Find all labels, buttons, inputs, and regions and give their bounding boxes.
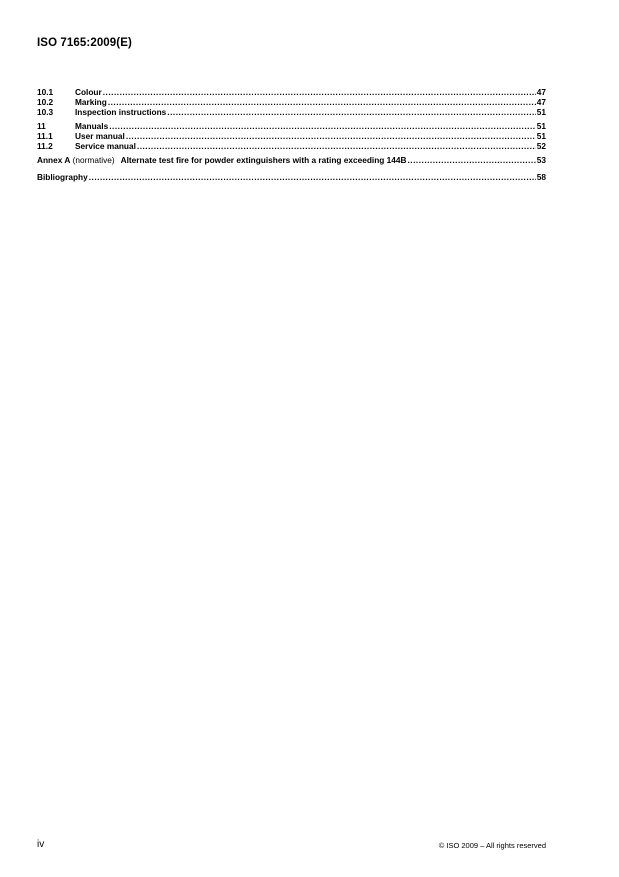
toc-entry[interactable] <box>37 131 546 141</box>
annex-heading <box>37 154 115 166</box>
toc-entry[interactable] <box>37 97 546 107</box>
toc-bibliography-entry[interactable] <box>37 171 546 183</box>
toc-entry-page: 47 <box>536 97 546 107</box>
toc-entry-title: Inspection instructions <box>75 107 167 117</box>
toc-dot-leader <box>126 131 536 141</box>
toc-dot-leader <box>89 171 536 183</box>
bibliography-page: 58 <box>536 172 546 182</box>
toc-dot-leader <box>167 107 535 117</box>
toc-entry-number: 10.1 <box>37 87 54 97</box>
toc-entry-page: 47 <box>536 87 546 97</box>
page-number: iv <box>37 839 45 850</box>
bibliography-title: Bibliography <box>37 172 88 182</box>
toc-entry-number: 11 <box>37 121 46 131</box>
toc-entry[interactable] <box>37 141 546 151</box>
toc-dot-leader <box>103 87 536 97</box>
toc-entry-number: 10.3 <box>37 107 54 117</box>
table-of-contents <box>37 87 546 183</box>
toc-entry-number: 10.2 <box>37 97 54 107</box>
toc-dot-leader <box>407 154 535 166</box>
annex-page: 53 <box>536 155 546 165</box>
toc-entry-page: 52 <box>536 141 546 151</box>
toc-dot-leader <box>108 97 536 107</box>
toc-entry[interactable] <box>37 87 546 97</box>
annex-qualifier: (normative) <box>70 155 115 165</box>
toc-entry-page: 51 <box>536 131 546 141</box>
toc-dot-leader <box>137 141 536 151</box>
toc-entry-number: 11.1 <box>37 131 53 141</box>
toc-entry-title: User manual <box>75 131 125 141</box>
toc-entry-page: 51 <box>536 121 546 131</box>
toc-entry-title: Colour <box>75 87 102 97</box>
toc-entry-title: Marking <box>75 97 107 107</box>
annex-title: Alternate test fire for powder extinguishers with a rating exceeding 144B <box>120 155 407 165</box>
toc-entry[interactable] <box>37 121 546 131</box>
toc-entry-page: 51 <box>536 107 546 117</box>
copyright-notice: © ISO 2009 – All rights reserved <box>438 841 546 850</box>
annex-label: Annex A <box>37 155 71 165</box>
document-header: ISO 7165:2009(E) <box>37 37 132 49</box>
toc-entry[interactable] <box>37 107 546 117</box>
toc-entry-title: Service manual <box>75 141 136 151</box>
toc-entry-title: Manuals <box>75 121 109 131</box>
toc-dot-leader <box>109 121 536 131</box>
toc-annex-entry[interactable] <box>37 154 546 166</box>
toc-entry-number: 11.2 <box>37 141 53 151</box>
